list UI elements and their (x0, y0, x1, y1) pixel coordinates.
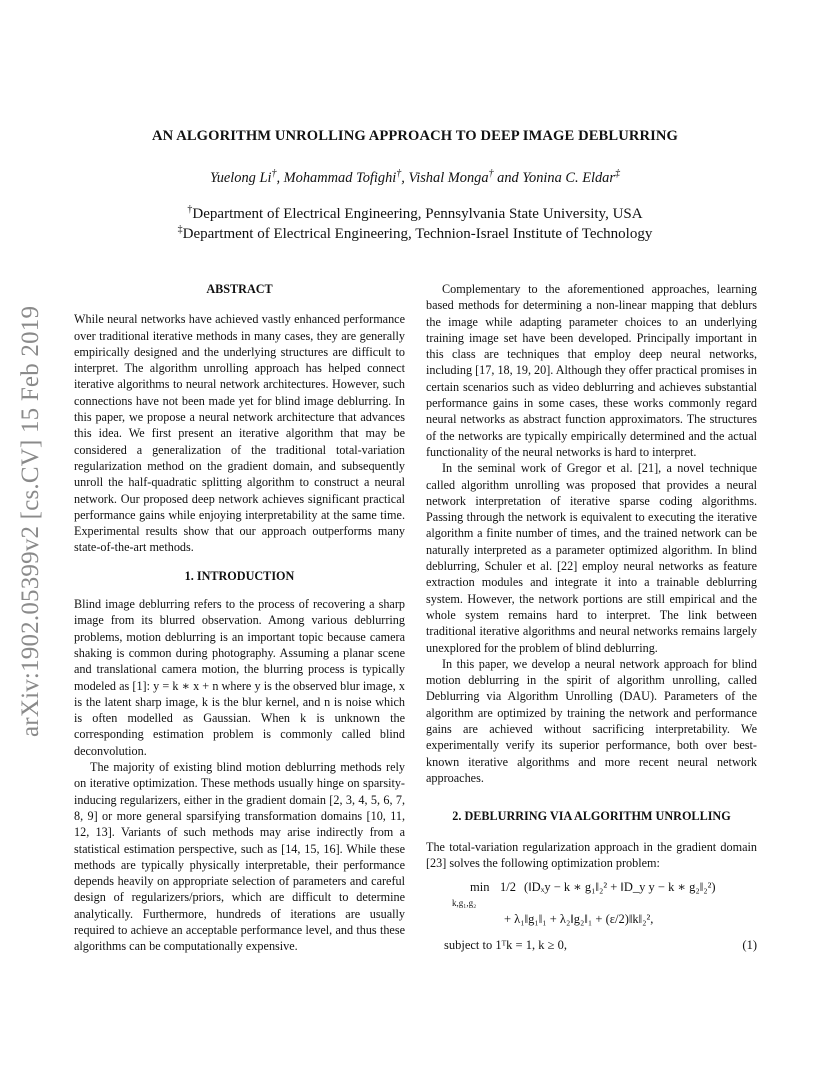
affiliation-text: Department of Electrical Engineering, Technion-Israel Institute of Technology (182, 226, 653, 242)
affiliation-mark: † (187, 204, 193, 215)
arxiv-identifier: arXiv:1902.05399v2 [cs.CV] 15 Feb 2019 (17, 305, 44, 737)
affiliation-mark: ‡ (177, 224, 183, 235)
body-paragraph: In this paper, we develop a neural network approach for blind motion deblurring in the spirit of algorithm unrolling, called Deblurring via Algorithm Unrolling (DAU). Parameters of the algorithm are optimized by training the network and performance gains are achieved without sacrificing interpretability. We experimentally verify its superior performance, both over best-known iterative algorithms and more recent neural network approaches. (426, 656, 757, 785)
equation-subscript: k,g₁,g₂ (452, 898, 477, 909)
equation-number: (1) (742, 938, 757, 953)
body-paragraph: Complementary to the aforementioned approaches, learning based methods for determining a non-linear mapping that deblurs the image while adapting parameter choices to an underlying training image set have been developed. Principally important in this class are techniques that employ deep neural networks, including [17, 18, 19, 20]. Although they offer practical promises in certain scenarios such as video deblurring and achieves substantial performance gains in some cases, these works commonly regard neural networks as abstract function approximators. The structures of the networks are typically empirically determined and the actual functionality of the neural networks is hard to interpret. (426, 282, 757, 459)
author-name: Vishal Monga (408, 170, 489, 186)
body-paragraph: In the seminal work of Gregor et al. [21], a novel technique called algorithm unrolling was proposed that provides a neural network interpretation of iterative sparse coding algorithms. Passing through the network is equivalent to executing the iterative algorithm a finite number of times, and the trained network can be naturally interpreted as a parameter optimized algorithm. In blind deblurring, Schuler et al. [22] employ neural networks as feature extraction modules and integrate it into a trainable deblurring system. However, the network portions are still empirical and the whole system remains hard to interpret. The link between traditional iterative algorithms and neural networks remains largely unexplored for the problem of blind deblurring. (426, 461, 757, 655)
affiliation-1 (60, 206, 770, 223)
introduction-paragraph: Blind image deblurring refers to the process of recovering a sharp image from its blurred observation. Among various deblurring problems, motion deblurring is an important topic because camera shaking is common during photography. Assuming a planar scene and translational camera motion, the blurring process is typically modeled as [1]: y = k ∗ x + n where y is the observed blur image, x is the latent sharp image, k is the blur kernel, and n is noise which is often modelled as Gaussian. When k is unknown the corresponding estimation problem is commonly called blind deconvolution. (74, 597, 405, 758)
affiliation-mark: † (396, 168, 402, 179)
author-name: Yonina C. Eldar (522, 170, 615, 186)
author-name: Mohammad Tofighi (283, 170, 397, 186)
equation-min: min (470, 880, 490, 895)
paper-title: AN ALGORITHM UNROLLING APPROACH TO DEEP IMAGE DEBLURRING (151, 128, 679, 144)
author-separator: , (401, 170, 409, 186)
introduction-paragraph: The majority of existing blind motion deblurring methods rely on iterative optimization. These methods usually hinge on sparsity-inducing regularizers, either in the gradient domain [2, 3, 4, 5, 6, 7, 8, 9] or more general sparsifying transformation domains [10, 11, 12, 13]. Variants of such methods may arise indirectly from a statistical estimation perspective, such as [14, 15, 16]. While these methods are typically physically interpretable, their performance depends heavily on appropriate selection of parameters and careful design of regularizers/priors, which are difficult to determine analytically. Furthermore, hundreds of iterations are usually required to achieve an acceptable performance level, and thus these algorithms can be computationally expensive. (74, 760, 405, 954)
equation-line-3: subject to 1ᵀk = 1, k ≥ 0, (444, 938, 567, 953)
affiliation-mark: † (488, 168, 494, 179)
equation-line-1: (‖Dₓy − k ∗ g₁‖₂² + ‖D_y y − k ∗ g₂‖₂²) (524, 880, 716, 895)
affiliation-mark: † (271, 168, 277, 179)
equation-1 (426, 873, 757, 965)
abstract-text: While neural networks have achieved vastly enhanced performance over traditional iterative methods in many cases, they are generally empirically designed and the underlying structures are difficult to interpret. The algorithm unrolling approach has helped connect iterative algorithms to neural network architectures. However, such connections have not been made yet for blind image deblurring. In this paper, we propose a neural network architecture that advances this idea. We first present an iterative algorithm that may be considered a generalization of the traditional total-variation regularization method on the gradient domain, and subsequently unroll the half-quadratic splitting algorithm to construct a neural network. Our proposed deep network achieves significant practical performance gains while enjoying interpretability at the same time. Experimental results show that our approach outperforms many state-of-the-art methods. (74, 312, 405, 555)
affiliation-mark: ‡ (614, 168, 620, 179)
left-column (74, 281, 405, 955)
right-column (426, 281, 757, 965)
affiliation-2 (60, 226, 770, 243)
introduction-heading: 1. INTRODUCTION (184, 568, 295, 583)
section-2-heading: 2. DEBLURRING VIA ALGORITHM UNROLLING (452, 809, 731, 824)
equation-line-2: + λ₁‖g₁‖₁ + λ₂‖g₂‖₁ + (ε/2)‖k‖₂², (504, 912, 654, 927)
equation-fraction: 1/2 (500, 880, 516, 895)
author-separator: and (493, 170, 523, 186)
affiliation-text: Department of Electrical Engineering, Pennsylvania State University, USA (192, 206, 643, 222)
author-line (60, 170, 770, 187)
section-2-paragraph: The total-variation regularization approach in the gradient domain [23] solves the following optimization problem: (426, 839, 757, 870)
author-name: Yuelong Li (210, 170, 272, 186)
author-separator: , (276, 170, 284, 186)
abstract-heading: ABSTRACT (206, 282, 273, 296)
